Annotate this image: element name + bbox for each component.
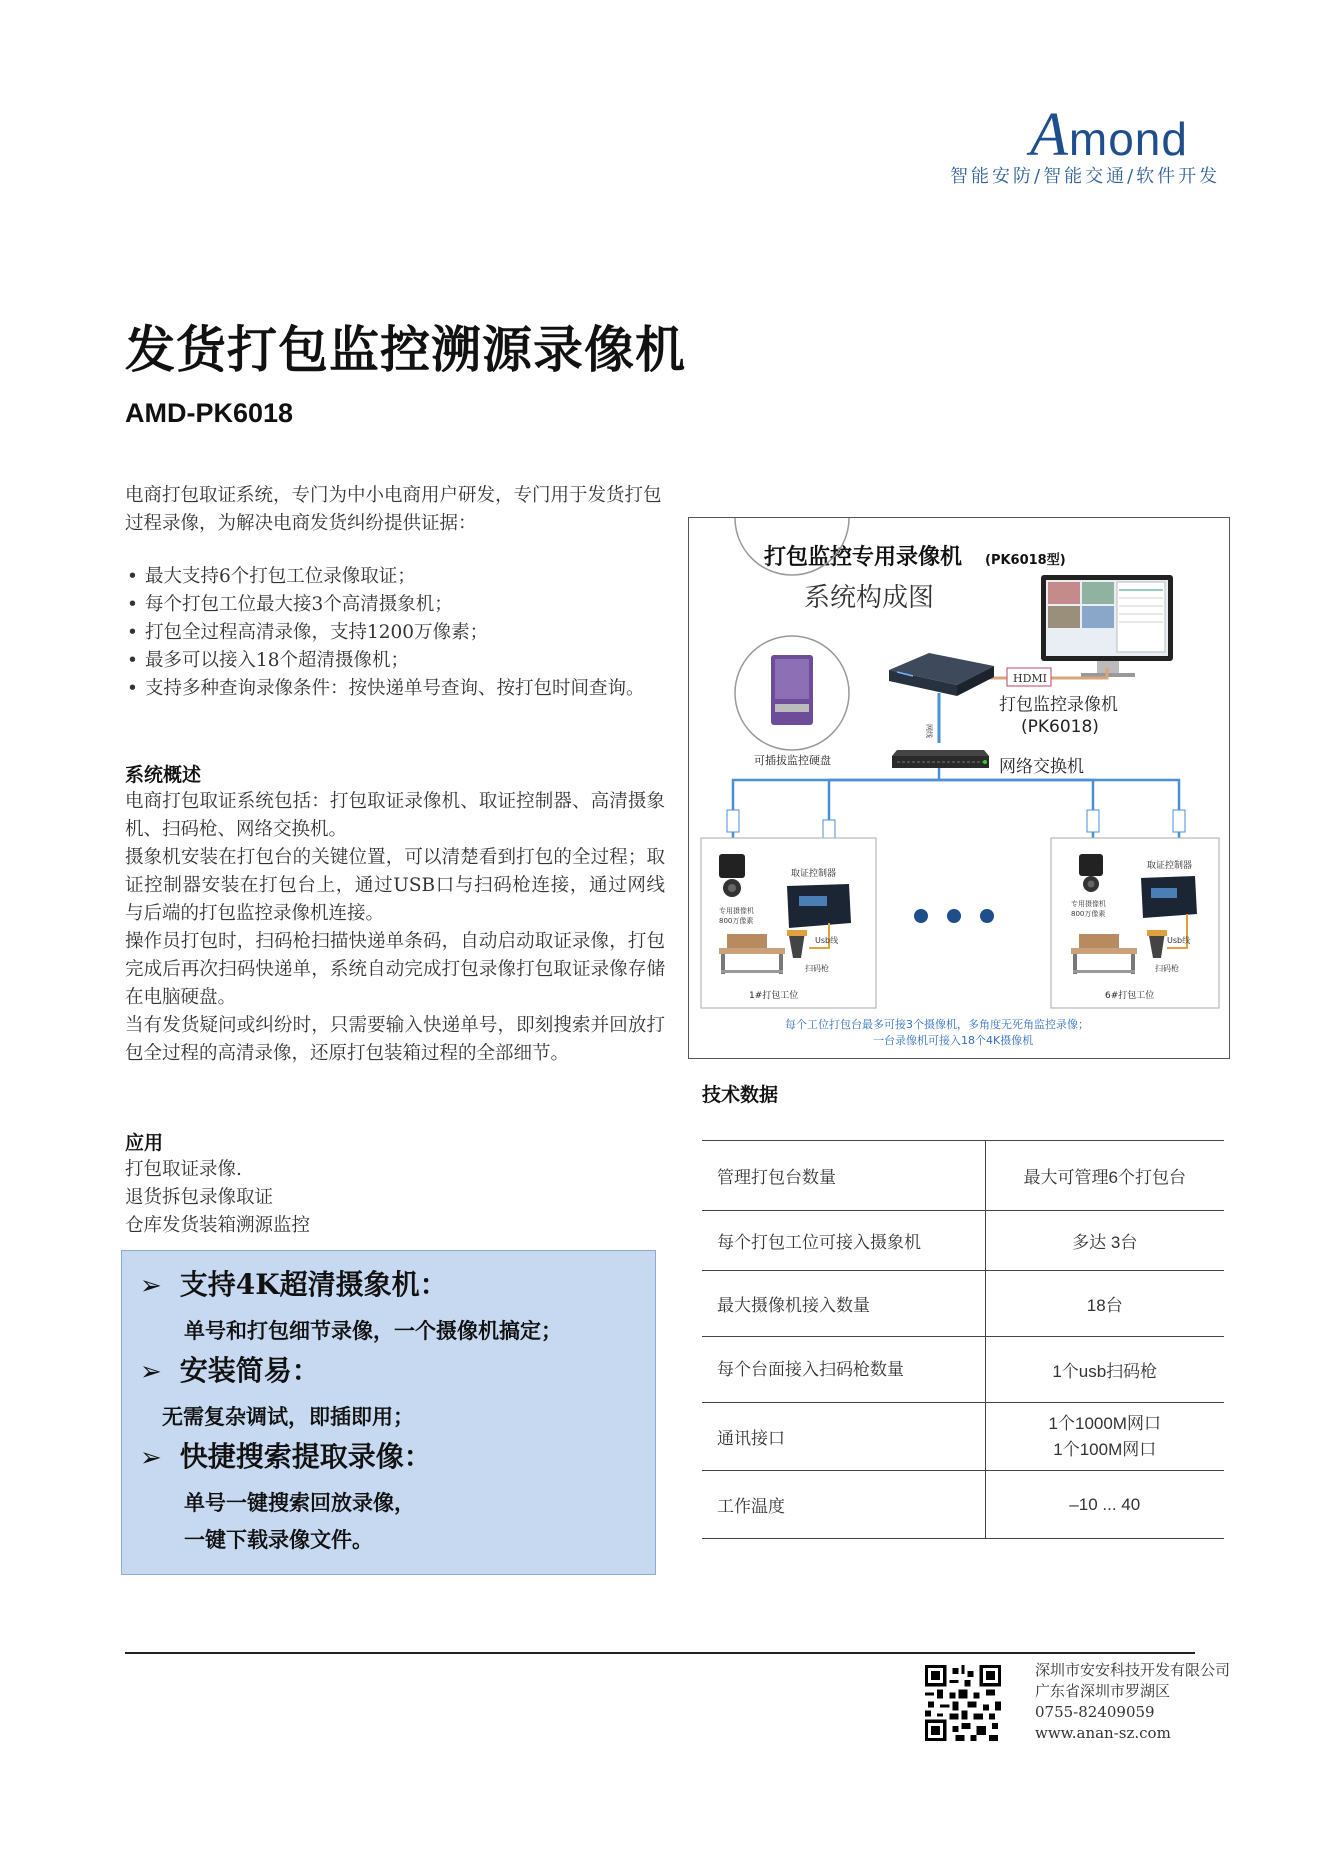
arrow-icon: ➢ bbox=[140, 1443, 162, 1473]
table-row bbox=[702, 1211, 1224, 1271]
table-row bbox=[702, 1337, 1224, 1403]
model-number: AMD-PK6018 bbox=[125, 398, 294, 428]
tech-value bbox=[985, 1403, 1224, 1471]
feature-item: • 打包全过程高清录像，支持1200万像素； bbox=[125, 619, 665, 647]
system-diagram bbox=[688, 517, 1230, 1059]
tech-value: 多达 3台 bbox=[985, 1211, 1224, 1271]
controller-icon bbox=[1141, 876, 1197, 918]
station-label: 1#打包工位 bbox=[749, 991, 799, 1001]
tech-value: 最大可管理6个打包台 bbox=[985, 1141, 1224, 1211]
overview-heading: 系统概述 bbox=[125, 764, 202, 786]
company-website[interactable]: www.anan-sz.com bbox=[1035, 1724, 1171, 1742]
station-label: 6#打包工位 bbox=[1105, 991, 1155, 1001]
scanner-label: 扫码枪 bbox=[1155, 964, 1179, 973]
highlight-subtext: 无需复杂调试，即插即用； bbox=[162, 1405, 414, 1429]
usb-label: Usb线 bbox=[815, 936, 839, 945]
nvr-model: (PK6018) bbox=[1021, 717, 1099, 737]
qr-code-icon bbox=[925, 1665, 1001, 1741]
diagram-title-suffix: (PK6018型) bbox=[985, 553, 1066, 568]
hdd-label: 可插拔监控硬盘 bbox=[754, 754, 831, 767]
highlight-title: 支持4K超清摄象机： bbox=[179, 1268, 448, 1301]
application-heading: 应用 bbox=[125, 1132, 164, 1154]
feature-item: • 最多可以接入18个超清摄像机； bbox=[125, 647, 665, 675]
tech-value-line: 1个1000M网口 bbox=[1048, 1413, 1161, 1433]
tech-table bbox=[702, 1140, 1224, 1539]
tech-label: 每个台面接入扫码枪数量 bbox=[702, 1337, 985, 1403]
nvr-label: 打包监控录像机 bbox=[999, 695, 1118, 715]
company-info bbox=[1035, 1660, 1230, 1744]
diagram-subtitle: 系统构成图 bbox=[804, 583, 935, 613]
table-row bbox=[702, 1471, 1224, 1539]
feature-list bbox=[125, 563, 665, 703]
page-title: 发货打包监控溯源录像机 bbox=[125, 321, 686, 379]
highlight-item bbox=[140, 1349, 320, 1389]
highlight-subtext: 单号和打包细节录像，一个摄像机搞定； bbox=[184, 1319, 562, 1343]
highlight-subtext: 单号一键搜索回放录像， bbox=[184, 1491, 415, 1515]
intro-text: 电商打包取证系统，专门为中小电商用户研发，专门用于发货打包过程录像，为解决电商发货纠纷提供证据： bbox=[125, 485, 662, 534]
brand-logo: Amond bbox=[1030, 101, 1188, 169]
tech-label: 通讯接口 bbox=[702, 1403, 985, 1471]
arrow-icon: ➢ bbox=[140, 1271, 162, 1301]
camera-note: 专用摄像机 bbox=[1071, 900, 1106, 908]
tech-label: 管理打包台数量 bbox=[702, 1141, 985, 1211]
switch-label: 网络交换机 bbox=[999, 757, 1084, 777]
ellipsis-dot bbox=[914, 909, 928, 923]
scanner-label: 扫码枪 bbox=[805, 964, 829, 973]
table-row bbox=[702, 1403, 1224, 1471]
camera-note: 800万像素 bbox=[1071, 910, 1106, 918]
feature-item: • 每个打包工位最大接3个高清摄象机； bbox=[125, 591, 665, 619]
hdmi-label: HDMI bbox=[1013, 672, 1048, 685]
overview-paragraph: 摄象机安装在打包台的关键位置，可以清楚看到打包的全过程；取证控制器安装在打包台上，通过USB口与扫码枪连接，通过网线与后端的打包监控录像机连接。 bbox=[125, 847, 665, 924]
camera-note: 专用摄像机 bbox=[719, 907, 754, 915]
tech-value-line: 1个100M网口 bbox=[1053, 1439, 1157, 1459]
diagram-caption: 一台录像机可接入18个4K摄像机 bbox=[873, 1034, 1034, 1047]
tech-label: 最大摄像机接入数量 bbox=[702, 1271, 985, 1337]
system-diagram-graphic bbox=[689, 518, 1231, 1060]
camera-note: 800万像素 bbox=[719, 917, 754, 925]
highlight-subtext: 一键下载录像文件。 bbox=[184, 1528, 373, 1552]
tech-label: 每个打包工位可接入摄象机 bbox=[702, 1211, 985, 1271]
highlight-item bbox=[140, 1263, 448, 1303]
table-row bbox=[702, 1141, 1224, 1211]
brand-tagline: 智能安防/智能交通/软件开发 bbox=[950, 166, 1221, 187]
ellipsis-dot bbox=[947, 909, 961, 923]
application-item: 退货拆包录像取证 bbox=[125, 1187, 274, 1208]
diagram-caption: 每个工位打包台最多可接3个摄像机，多角度无死角监控录像； bbox=[785, 1018, 1089, 1031]
net-cable-label: 网线 bbox=[925, 724, 933, 738]
diagram-title: 打包监控专用录像机 bbox=[764, 545, 963, 570]
arrow-icon: ➢ bbox=[140, 1357, 162, 1387]
highlight-title: 安装简易： bbox=[179, 1354, 320, 1387]
application-item: 打包取证录像. bbox=[125, 1159, 242, 1180]
controller-icon bbox=[787, 884, 851, 928]
usb-label: Usb线 bbox=[1167, 936, 1191, 945]
overview-paragraph: 电商打包取证系统包括：打包取证录像机、取证控制器、高清摄象机、扫码枪、网络交换机。 bbox=[125, 791, 665, 840]
highlight-title: 快捷搜索提取录像： bbox=[179, 1440, 432, 1473]
station-box bbox=[1051, 838, 1219, 1008]
feature-item: • 最大支持6个打包工位录像取证； bbox=[125, 563, 665, 591]
tech-label: 工作温度 bbox=[702, 1471, 985, 1539]
tech-value: 18台 bbox=[985, 1271, 1224, 1337]
overview-paragraph: 当有发货疑问或纠纷时，只需要输入快递单号，即刻搜索并回放打包全过程的高清录像，还原打包装箱过程的全部细节。 bbox=[125, 1015, 665, 1064]
ellipsis-dot bbox=[980, 909, 994, 923]
controller-label: 取证控制器 bbox=[791, 869, 837, 879]
table-row bbox=[702, 1271, 1224, 1337]
tech-value: –10 ... 40 bbox=[985, 1471, 1224, 1539]
tech-heading: 技术数据 bbox=[702, 1084, 779, 1106]
application-list bbox=[125, 1156, 665, 1240]
company-name: 深圳市安安科技开发有限公司 bbox=[1035, 1661, 1231, 1679]
application-item: 仓库发货装箱溯源监控 bbox=[125, 1215, 311, 1236]
highlights-box bbox=[121, 1250, 656, 1575]
company-address: 广东省深圳市罗湖区 bbox=[1035, 1682, 1171, 1700]
controller-label: 取证控制器 bbox=[1147, 861, 1193, 871]
nvr-device-icon bbox=[889, 653, 994, 696]
network-switch-icon bbox=[892, 750, 989, 768]
overview-section bbox=[125, 788, 665, 1068]
feature-item: • 支持多种查询录像条件：按快递单号查询、按打包时间查询。 bbox=[125, 675, 665, 703]
monitor-icon bbox=[1041, 575, 1173, 677]
tech-value: 1个usb扫码枪 bbox=[985, 1337, 1224, 1403]
footer-divider bbox=[125, 1652, 1195, 1654]
overview-paragraph: 操作员打包时，扫码枪扫描快递单条码，自动启动取证录像，打包完成后再次扫码快递单，系统自动完成打包录像打包取证录像存储在电脑硬盘。 bbox=[125, 931, 665, 1008]
company-phone: 0755-82409059 bbox=[1035, 1703, 1155, 1721]
highlight-item bbox=[140, 1435, 432, 1475]
